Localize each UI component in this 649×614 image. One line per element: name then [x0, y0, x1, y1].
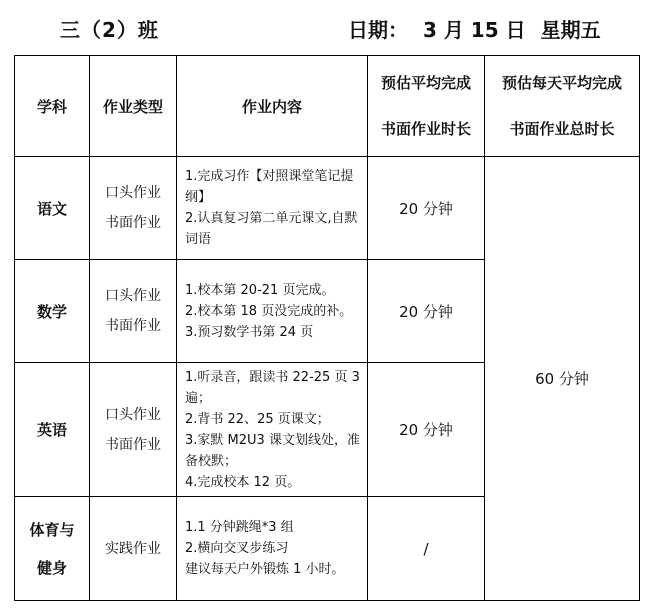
content-line: 2.校本第 18 页没完成的补。 [185, 303, 353, 319]
subject-cell: 语文 [15, 157, 90, 260]
content-line: 1.1 分钟跳绳*3 组 [185, 520, 294, 535]
type-item: 书面作业 [105, 318, 161, 334]
col-header-type: 作业类型 [90, 56, 177, 157]
content-cell [177, 260, 368, 363]
col-header-daily-total-line1: 预估每天平均完成 [501, 74, 622, 92]
content-line: 2.横向交叉步练习 [185, 541, 289, 556]
type-cell [90, 157, 177, 260]
content-line: 3.家默 M2U3 课文划线处，准备校默； [185, 432, 360, 469]
col-header-avg-time-line2: 书面作业时长 [380, 120, 471, 138]
content-cell [177, 157, 368, 260]
content-line: 3.预习数学书第 24 页 [185, 324, 314, 340]
daily-total-cell: 60 分钟 [485, 157, 640, 601]
date-line [348, 14, 609, 43]
content-line: 1.完成习作【对照课堂笔记提纲】 [185, 169, 354, 205]
type-cell [90, 260, 177, 363]
subject-line: 健身 [36, 558, 67, 577]
content-line: 4.完成校本 12 页。 [185, 474, 301, 490]
date-label: 日期： [348, 18, 408, 42]
subject-cell: 英语 [15, 363, 90, 497]
content-line: 1.校本第 20-21 页完成。 [185, 282, 335, 298]
content-line: 建议每天户外锻炼 1 小时。 [185, 562, 345, 577]
content-line: 2.背书 22、25 页课文； [185, 411, 330, 427]
content-line: 2.认真复习第二单元课文,自默词语 [185, 211, 358, 247]
type-item: 书面作业 [105, 215, 161, 231]
class-name: 三（2）班 [60, 18, 159, 42]
type-cell [90, 497, 177, 601]
type-cell [90, 363, 177, 497]
subject-line: 体育与 [29, 520, 75, 539]
content-cell [177, 363, 368, 497]
col-header-content: 作业内容 [177, 56, 368, 157]
page-header [0, 10, 649, 46]
type-item: 口头作业 [105, 406, 161, 423]
subject-cell: 数学 [15, 260, 90, 363]
table-header-row [15, 56, 640, 157]
date-value: 3 月 15 日 [422, 18, 526, 42]
type-item: 口头作业 [105, 185, 161, 201]
col-header-avg-time-line1: 预估平均完成 [380, 74, 471, 92]
subject-cell [15, 497, 90, 601]
content-line: 1.听录音，跟读书 22-25 页 3 遍； [185, 369, 360, 406]
time-cell: / [368, 497, 485, 601]
type-item: 书面作业 [105, 436, 161, 453]
col-header-daily-total [485, 56, 640, 157]
type-item: 实践作业 [105, 540, 161, 557]
col-header-avg-time [368, 56, 485, 157]
time-cell: 20 分钟 [368, 260, 485, 363]
weekday: 星期五 [540, 18, 601, 42]
content-cell [177, 497, 368, 601]
time-cell: 20 分钟 [368, 157, 485, 260]
table-row [15, 157, 640, 260]
col-header-subject: 学科 [15, 56, 90, 157]
col-header-daily-total-line2: 书面作业总时长 [509, 120, 615, 138]
homework-table [14, 55, 640, 601]
time-cell: 20 分钟 [368, 363, 485, 497]
type-item: 口头作业 [105, 288, 161, 304]
